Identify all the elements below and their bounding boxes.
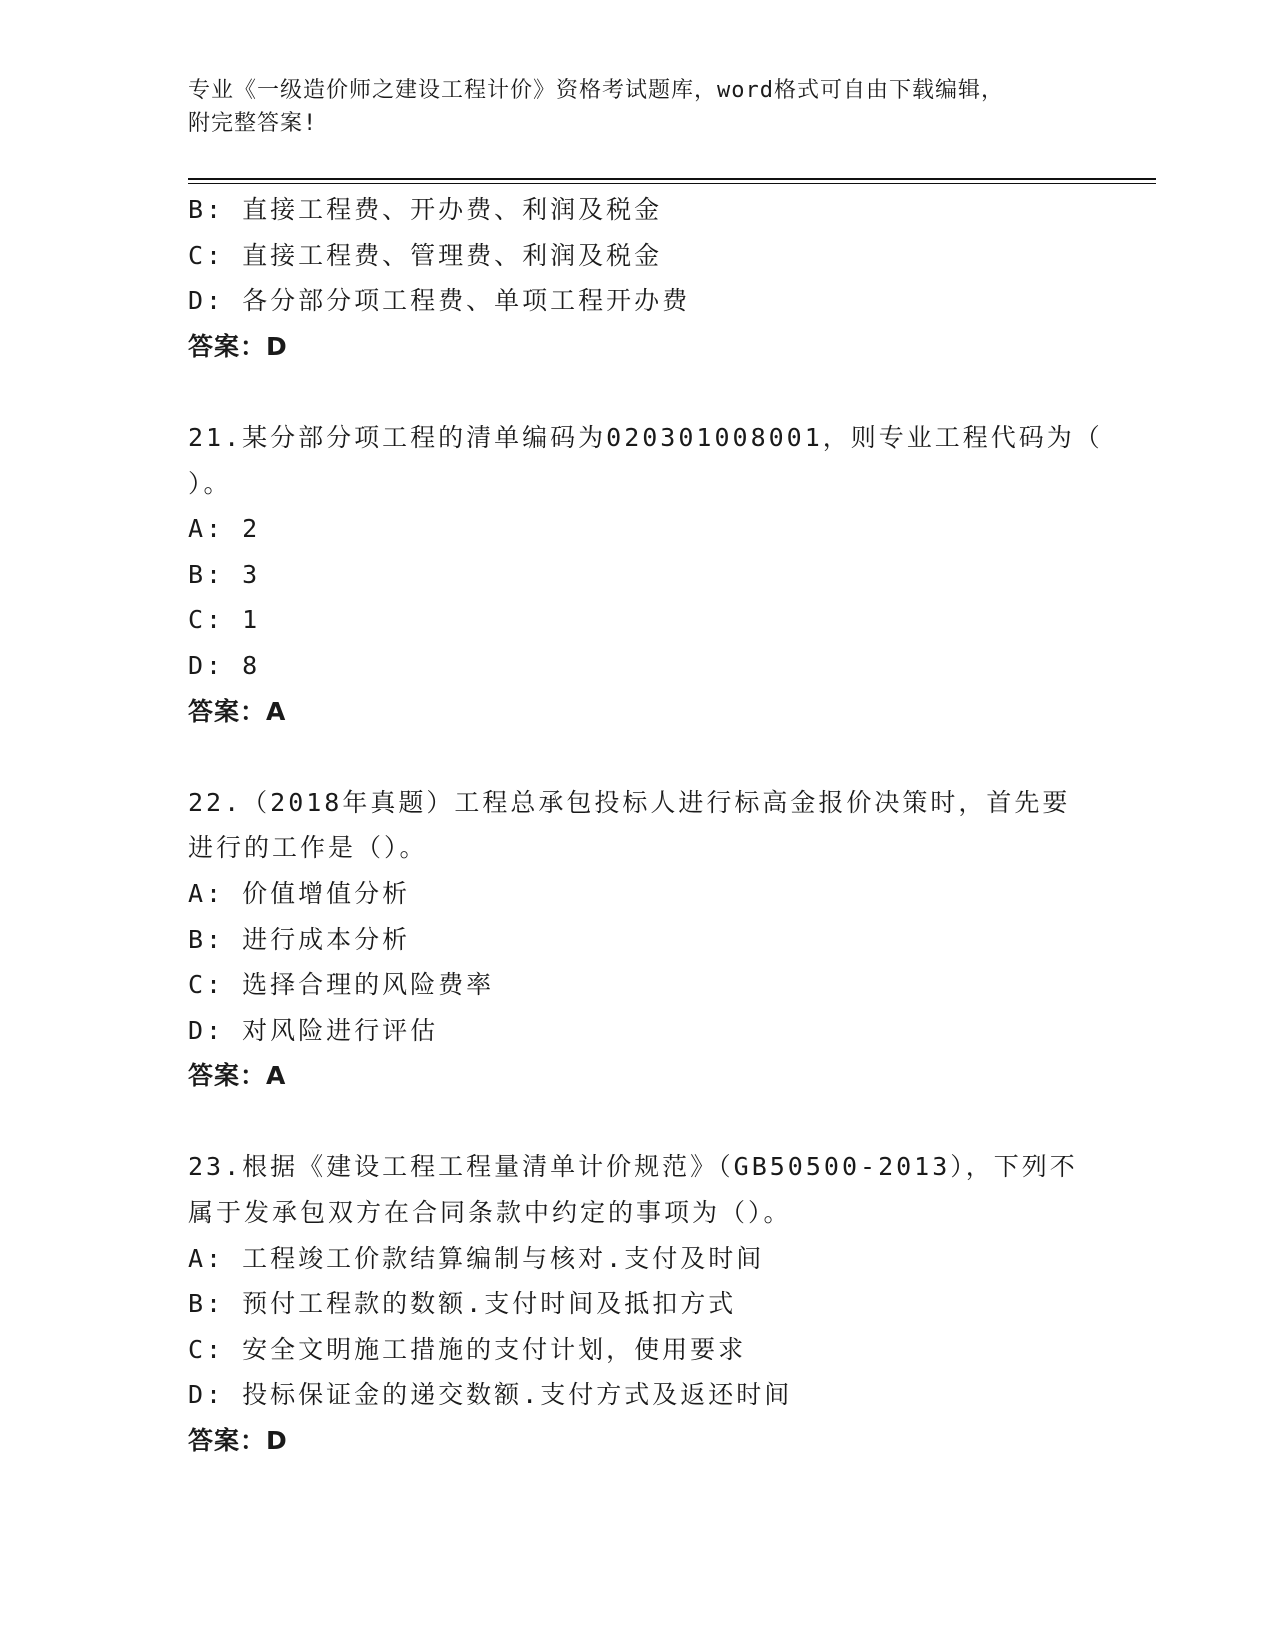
question-stem-line-1: 23.根据《建设工程工程量清单计价规范》（GB50500-2013），下列不 <box>188 1152 1078 1182</box>
option-d: D: 8 <box>188 650 261 680</box>
option-b: B: 3 <box>188 559 261 589</box>
question-stem-line-1: 22.（2018年真题）工程总承包投标人进行标高金报价决策时，首先要 <box>188 787 1071 817</box>
option-c: C: 选择合理的风险费率 <box>188 970 495 1000</box>
question-stem-line-2: ）。 <box>188 468 232 498</box>
answer-label: 答案：D <box>188 1426 288 1456</box>
option-c: C: 1 <box>188 605 261 635</box>
option-c: C: 安全文明施工措施的支付计划，使用要求 <box>188 1334 747 1364</box>
header-divider-thick <box>188 178 1156 180</box>
header-divider-thin <box>188 183 1156 184</box>
header-line-1: 专业《一级造价师之建设工程计价》资格考试题库，word格式可自由下载编辑， <box>188 78 1004 103</box>
option-b: B: 进行成本分析 <box>188 924 411 954</box>
question-22 <box>188 780 1088 1099</box>
option-d: D: 各分部分项工程费、单项工程开办费 <box>188 286 691 316</box>
option-b: B: 直接工程费、开办费、利润及税金 <box>188 195 663 224</box>
spacer <box>188 369 1088 415</box>
answer-label: 答案：A <box>188 1061 287 1091</box>
spacer <box>188 1099 1088 1145</box>
option-d: D: 投标保证金的递交数额.支付方式及返还时间 <box>188 1380 793 1410</box>
answer-label: 答案：A <box>188 696 287 726</box>
option-a: A: 价值增值分析 <box>188 878 411 908</box>
option-a: A: 工程竣工价款结算编制与核对.支付及时间 <box>188 1243 765 1273</box>
spacer <box>188 734 1088 780</box>
header-line-2: 附完整答案! <box>188 111 318 136</box>
prev-question-block <box>188 187 1088 369</box>
question-23 <box>188 1144 1088 1463</box>
option-c: C: 直接工程费、管理费、利润及税金 <box>188 240 663 270</box>
answer-label: 答案：D <box>188 331 288 361</box>
option-a: A: 2 <box>188 514 261 544</box>
question-21 <box>188 415 1103 734</box>
question-stem-line-1: 21.某分部分项工程的清单编码为020301008001，则专业工程代码为（ <box>188 422 1103 452</box>
question-content <box>188 187 1103 1464</box>
document-header <box>188 74 1088 140</box>
question-stem-line-2: 属于发承包双方在合同条款中约定的事项为（）。 <box>188 1198 792 1228</box>
question-stem-line-2: 进行的工作是（）。 <box>188 833 428 863</box>
option-d: D: 对风险进行评估 <box>188 1015 439 1045</box>
option-b: B: 预付工程款的数额.支付时间及抵扣方式 <box>188 1289 737 1319</box>
